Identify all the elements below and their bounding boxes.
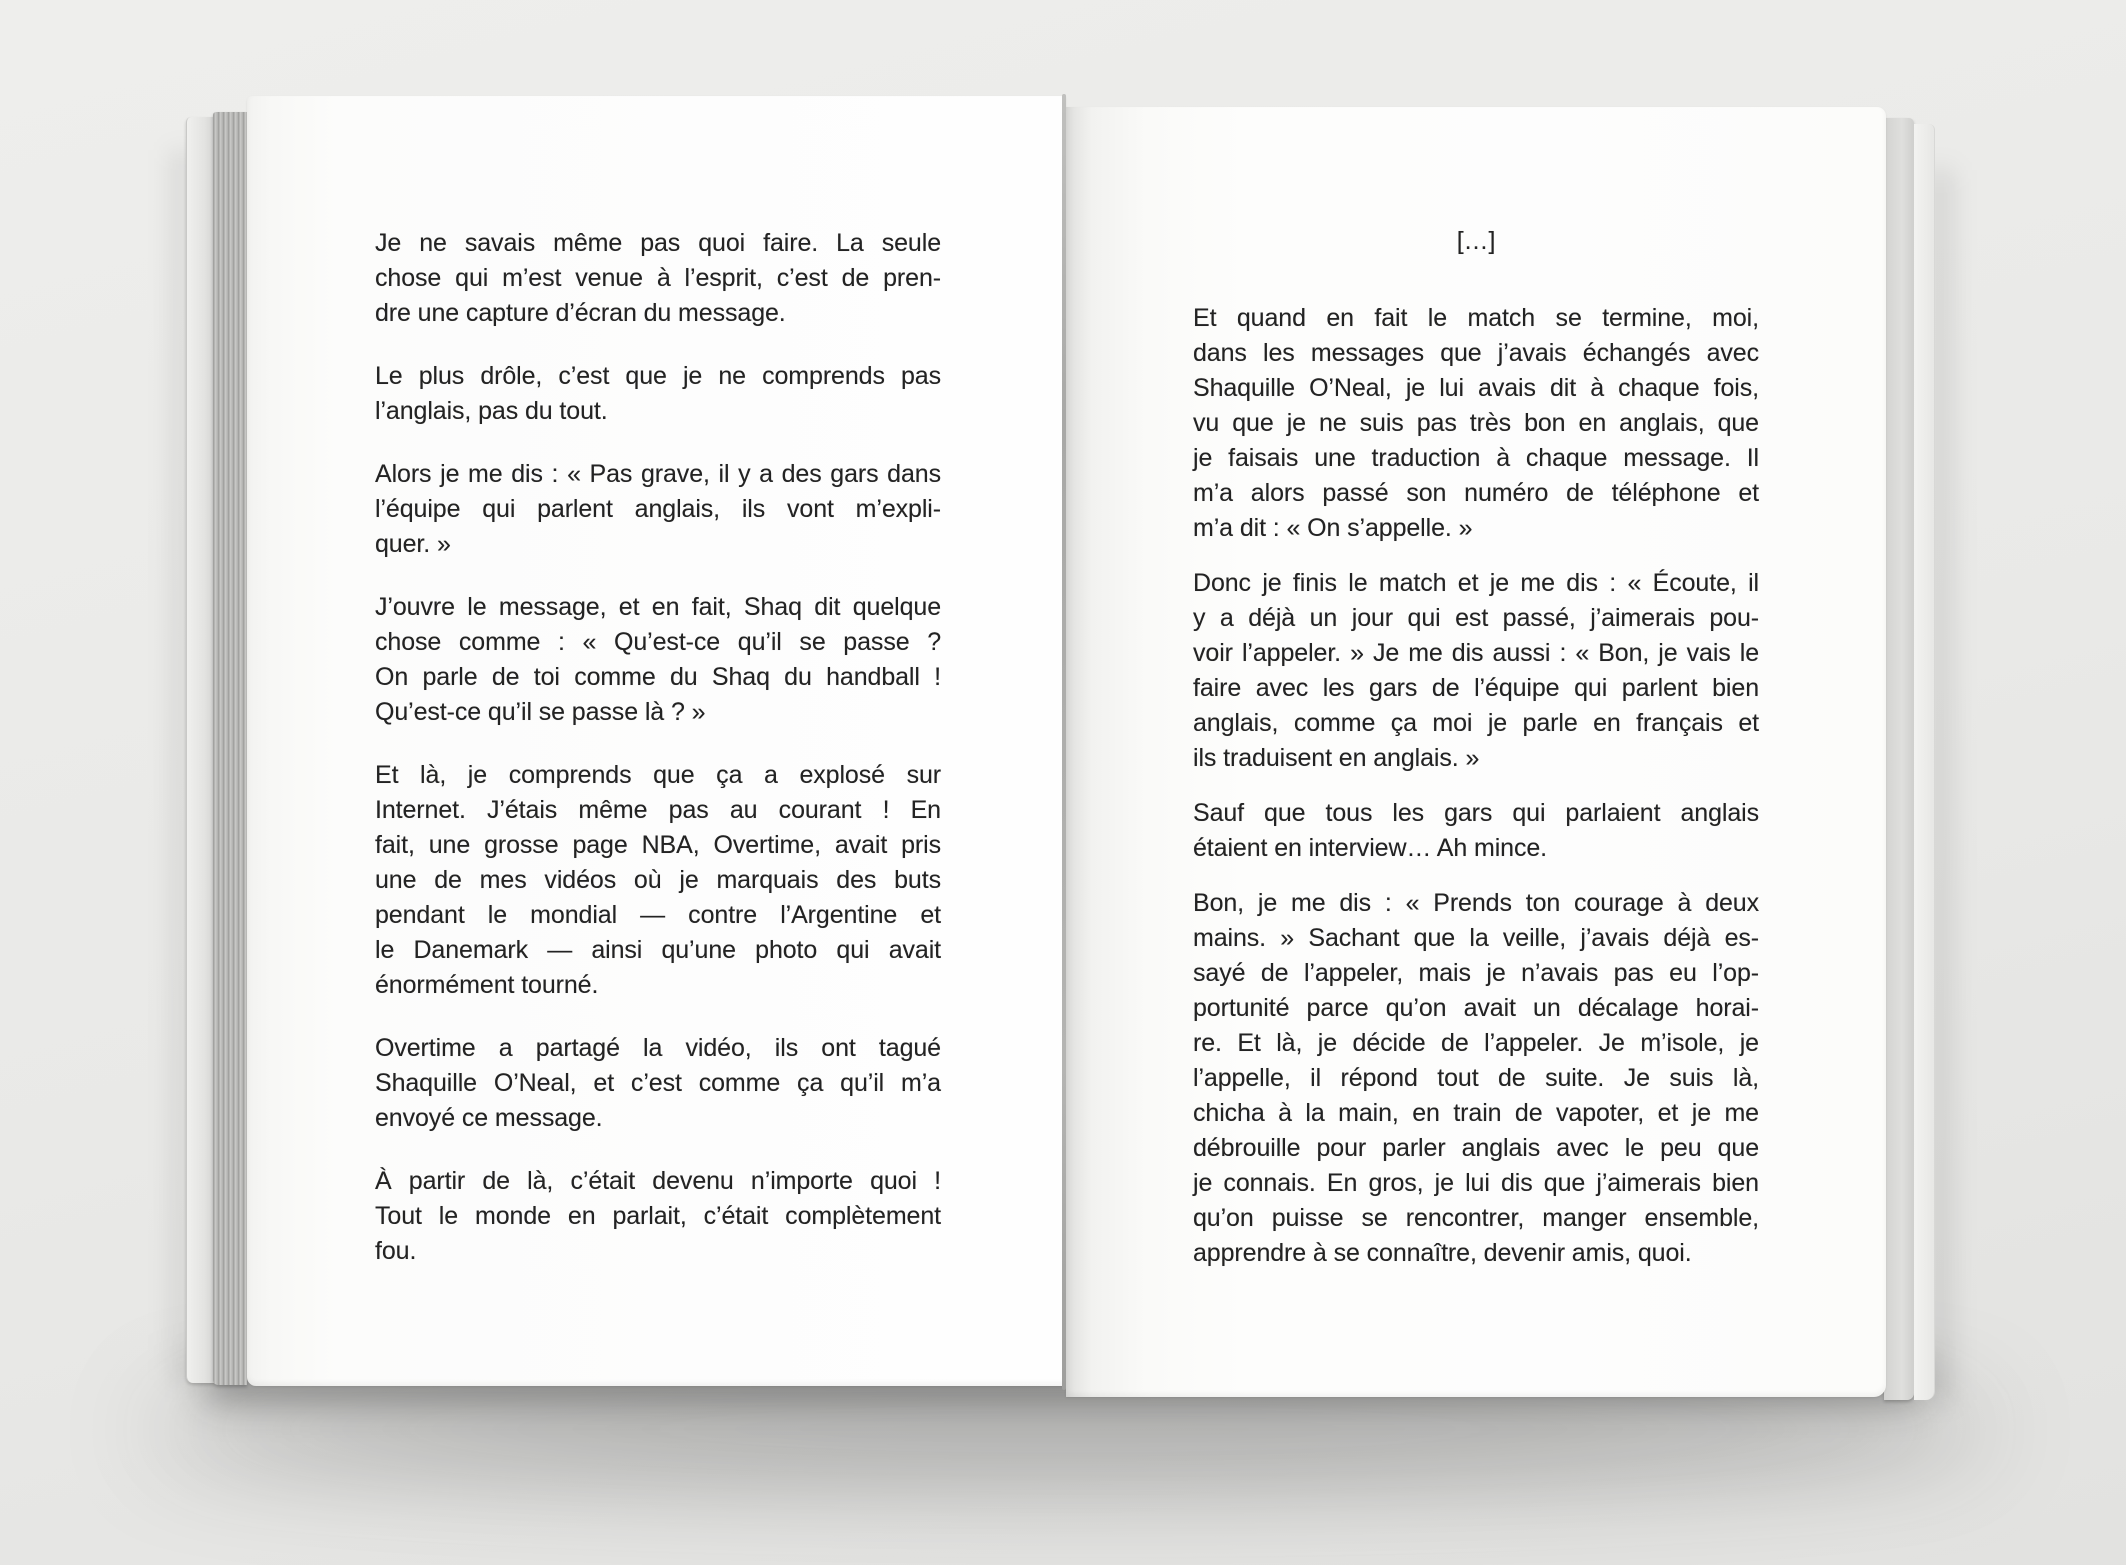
- text-line: l’anglais, pas du tout.: [375, 397, 608, 425]
- paragraph: [1193, 301, 1759, 546]
- text-line: Shaquille O’Neal, je lui avais dit à chaque fois,: [1193, 374, 1759, 402]
- text-line: étaient en interview… Ah mince.: [1193, 834, 1548, 862]
- text-line: chose qui m’est venue à l’esprit, c’est de pren-: [375, 264, 941, 292]
- text-line: Et là, je comprends que ça a explosé sur: [375, 761, 941, 789]
- book-spine: [1062, 94, 1066, 1390]
- text-line: pendant le mondial — contre l’Argentine et: [375, 901, 941, 929]
- text-line: Shaquille O’Neal, et c’est comme ça qu’il m’a: [375, 1069, 941, 1097]
- left-page-text: [375, 226, 941, 1269]
- text-line: chose comme : « Qu’est-ce qu’il se passe ?: [375, 628, 941, 656]
- text-line: l’appelle, il répond tout de suite. Je suis là,: [1193, 1064, 1759, 1092]
- text-line: y a déjà un jour qui est passé, j’aimerais pou-: [1193, 604, 1759, 632]
- text-line: Bon, je me dis : « Prends ton courage à deux: [1193, 889, 1759, 917]
- text-line: Donc je finis le match et je me dis : « Écoute, il: [1193, 569, 1759, 597]
- text-line: fait, une grosse page NBA, Overtime, avait pris: [375, 831, 941, 859]
- text-line: Overtime a partagé la vidéo, ils ont tagué: [375, 1034, 941, 1062]
- text-line: fou.: [375, 1237, 417, 1265]
- text-line: J’ouvre le message, et en fait, Shaq dit quelque: [375, 593, 941, 621]
- text-line: On parle de toi comme du Shaq du handball !: [375, 663, 941, 691]
- text-line: ils traduisent en anglais. »: [1193, 744, 1480, 772]
- paragraph: [375, 1164, 941, 1269]
- text-line: apprendre à se connaître, devenir amis, quoi.: [1193, 1239, 1692, 1267]
- paragraph: [375, 590, 941, 730]
- paragraph: [1193, 796, 1759, 866]
- text-line: dre une capture d’écran du message.: [375, 299, 786, 327]
- text-line: débrouille pour parler anglais avec le peu que: [1193, 1134, 1759, 1162]
- paragraph: [375, 1031, 941, 1136]
- text-line: À partir de là, c’était devenu n’importe quoi !: [375, 1167, 941, 1195]
- text-line: mains. » Sachant que la veille, j’avais déjà es-: [1193, 924, 1759, 952]
- text-line: Je ne savais même pas quoi faire. La seule: [375, 229, 941, 257]
- text-line: m’a dit : « On s’appelle. »: [1193, 514, 1473, 542]
- page-stack-edge-left-inner: [213, 112, 247, 1385]
- text-line: qu’on puisse se rencontrer, manger ensemble,: [1193, 1204, 1759, 1232]
- text-line: chicha à la main, en train de vapoter, et je me: [1193, 1099, 1759, 1127]
- paragraph: [1193, 886, 1759, 1271]
- right-page-paragraphs: [1193, 301, 1759, 1271]
- text-line: portunité parce qu’on avait un décalage horai-: [1193, 994, 1759, 1022]
- text-line: une de mes vidéos où je marquais des buts: [375, 866, 941, 894]
- text-line: Internet. J’étais même pas au courant ! En: [375, 796, 941, 824]
- text-line: énormément tourné.: [375, 971, 599, 999]
- text-line: Sauf que tous les gars qui parlaient anglais: [1193, 799, 1759, 827]
- text-line: voir l’appeler. » Je me dis aussi : « Bon, je vais le: [1193, 639, 1759, 667]
- text-line: Le plus drôle, c’est que je ne comprends pas: [375, 362, 941, 390]
- text-line: l’équipe qui parlent anglais, ils vont m’expli-: [375, 495, 941, 523]
- text-line: je faisais une traduction à chaque message. Il: [1193, 444, 1759, 472]
- paragraph: [375, 758, 941, 1003]
- text-line: m’a alors passé son numéro de téléphone et: [1193, 479, 1759, 507]
- text-line: vu que je ne suis pas très bon en anglais, que: [1193, 409, 1759, 437]
- text-line: Alors je me dis : « Pas grave, il y a des gars dans: [375, 460, 941, 488]
- text-line: dans les messages que j’avais échangés avec: [1193, 339, 1759, 367]
- right-page-text: [1193, 224, 1759, 1271]
- ellipsis-marker: […]: [1456, 227, 1496, 255]
- paragraph: [375, 226, 941, 331]
- text-line: sayé de l’appeler, mais je n’avais pas eu l’op-: [1193, 959, 1759, 987]
- paragraph: [1193, 566, 1759, 776]
- page-stack-edge-right-outer: [1914, 124, 1935, 1400]
- text-line: quer. »: [375, 530, 451, 558]
- page-stack-edge-right-inner: [1884, 118, 1914, 1400]
- text-line: envoyé ce message.: [375, 1104, 603, 1132]
- page-stack-edge-left-outer: [186, 117, 214, 1383]
- text-line: Qu’est-ce qu’il se passe là ? »: [375, 698, 706, 726]
- text-line: Tout le monde en parlait, c’était complètement: [375, 1202, 941, 1230]
- paragraph: [375, 457, 941, 562]
- text-line: je connais. En gros, je lui dis que j’aimerais bien: [1193, 1169, 1759, 1197]
- text-line: anglais, comme ça moi je parle en français et: [1193, 709, 1759, 737]
- text-line: le Danemark — ainsi qu’une photo qui avait: [375, 936, 941, 964]
- paragraph: [375, 359, 941, 429]
- text-line: Et quand en fait le match se termine, moi,: [1193, 304, 1759, 332]
- text-line: re. Et là, je décide de l’appeler. Je m’isole, je: [1193, 1029, 1759, 1057]
- text-line: faire avec les gars de l’équipe qui parlent bien: [1193, 674, 1759, 702]
